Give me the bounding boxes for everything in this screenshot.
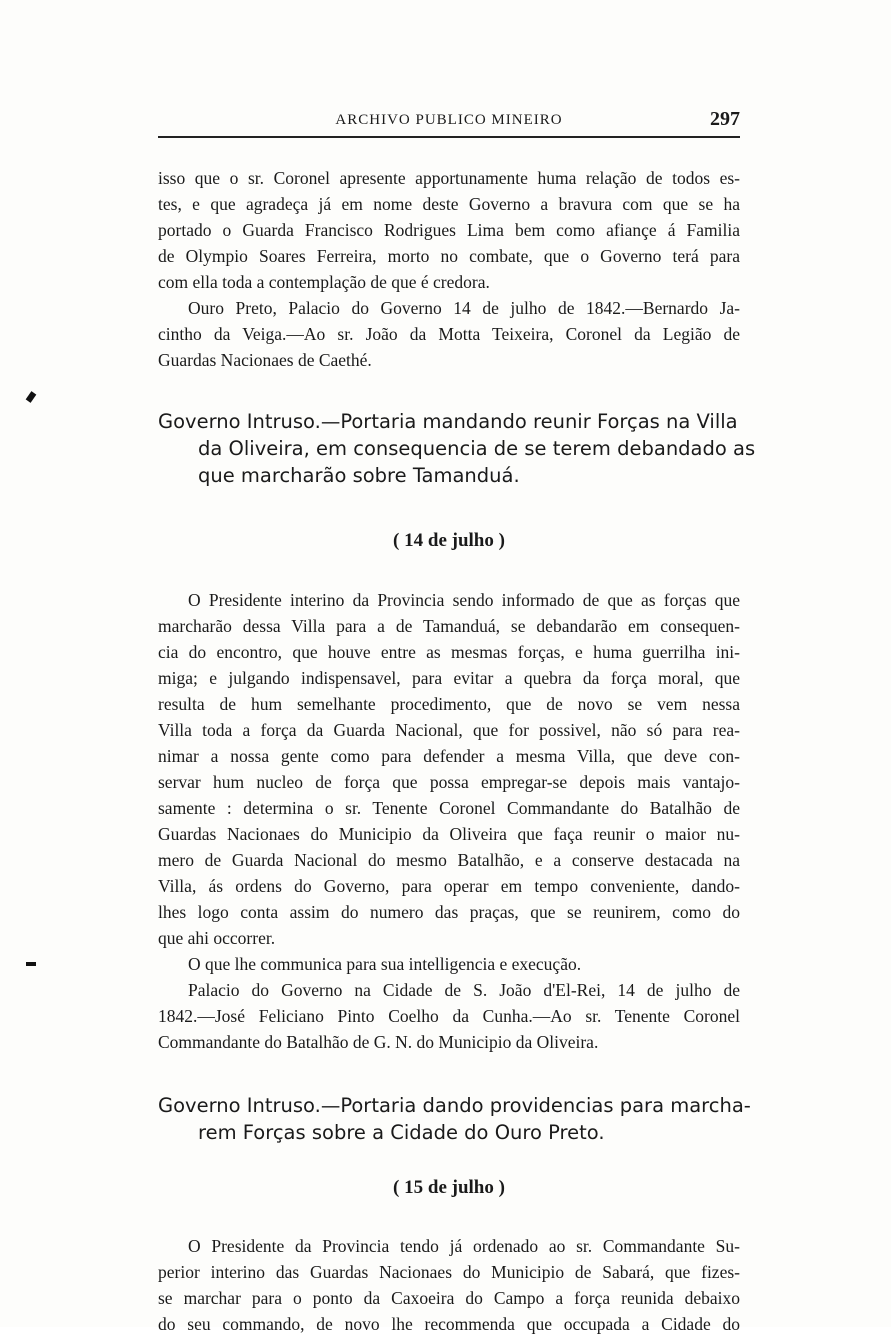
text-line: Ouro Preto, Palacio do Governo 14 de julho de 1842.—Bernardo Ja- <box>188 298 740 318</box>
text-line: Guardas Nacionaes do Municipio da Oliveira que faça reunir o maior nu- <box>158 824 740 844</box>
text-line: marcharão dessa Villa para a de Tamanduá, se debandarão em consequen- <box>158 616 740 636</box>
text-line: isso que o sr. Coronel apresente apportunamente huma relação de todos es- <box>158 168 740 188</box>
margin-mark <box>26 962 36 966</box>
text-line: mero de Guarda Nacional do mesmo Batalhão, e a conserve destacada na <box>158 850 740 870</box>
paragraph-continuation <box>158 165 740 295</box>
text-line: Palacio do Governo na Cidade de S. João d'El-Rei, 14 de julho de <box>188 980 740 1000</box>
text-line: Villa toda a força da Guarda Nacional, que for possivel, não só para rea- <box>158 720 740 740</box>
text-line: 1842.—José Feliciano Pinto Coelho da Cunha.—Ao sr. Tenente Coronel <box>158 1006 740 1026</box>
text-line: samente : determina o sr. Tenente Coronel Commandante do Batalhão de <box>158 798 740 818</box>
text-line: cia do encontro, que houve entre as mesmas forças, e huma guerrilha ini- <box>158 642 740 662</box>
paragraph-portaria-2 <box>158 1233 740 1337</box>
section-date-1: ( 14 de julho ) <box>393 530 505 551</box>
text-line: portado o Guarda Francisco Rodrigues Lima bem como afiançe á Familia <box>158 220 740 240</box>
paragraph-portaria-1 <box>158 587 740 951</box>
text-line: O Presidente interino da Provincia sendo informado de que as forças que <box>188 590 740 610</box>
text-line: O que lhe communica para sua intelligencia e execução. <box>188 954 582 974</box>
text-line: perior interino das Guardas Nacionaes do Municipio de Sabará, que fizes- <box>158 1262 740 1282</box>
section-heading-1 <box>158 408 756 489</box>
text-line: O Presidente da Provincia tendo já ordenado ao sr. Commandante Su- <box>188 1236 740 1256</box>
section-date-2: ( 15 de julho ) <box>393 1177 505 1198</box>
text-line: resulta de hum semelhante procedimento, que de novo se vem nessa <box>158 694 740 714</box>
text-line: Villa, ás ordens do Governo, para operar em tempo conveniente, dando- <box>158 876 740 896</box>
signature-paragraph-1 <box>158 295 740 373</box>
signature-paragraph-2 <box>158 977 740 1055</box>
text-line: com ella toda a contemplação de que é credora. <box>158 272 490 292</box>
text-line: do seu commando, de novo lhe recommenda que occupada a Cidade do <box>158 1314 740 1334</box>
heading-line: Governo Intruso.—Portaria mandando reunir Forças na Villa <box>158 410 738 433</box>
text-line: se marchar para o ponto da Caxoeira do Campo a força reunida debaixo <box>158 1288 740 1308</box>
page-number: 297 <box>710 108 740 130</box>
text-line: miga; e julgando indispensavel, para evitar a quebra da força moral, que <box>158 668 740 688</box>
text-line: tes, e que agradeça já em nome deste Governo a bravura com que se ha <box>158 194 740 214</box>
margin-mark <box>26 391 37 403</box>
header-title: ARCHIVO PUBLICO MINEIRO <box>335 112 563 128</box>
text-line: nimar a nossa gente como para defender a mesma Villa, que deve con- <box>158 746 740 766</box>
text-line: de Olympio Soares Ferreira, morto no combate, que o Governo terá para <box>158 246 740 266</box>
heading-line: da Oliveira, em consequencia de se terem debandado as <box>198 437 756 460</box>
text-line: que ahi occorrer. <box>158 928 276 948</box>
heading-line: Governo Intruso.—Portaria dando providencias para marcha- <box>158 1094 751 1117</box>
text-line: Guardas Nacionaes de Caethé. <box>158 350 372 370</box>
heading-line: que marcharão sobre Tamanduá. <box>198 464 520 487</box>
section-heading-2 <box>158 1092 751 1146</box>
text-line: lhes logo conta assim do numero das praças, que se reunirem, como do <box>158 902 740 922</box>
running-header <box>158 108 740 136</box>
text-line: servar hum nucleo de força que possa empregar-se depois mais vantajo- <box>158 772 740 792</box>
text-line: cintho da Veiga.—Ao sr. João da Motta Teixeira, Coronel da Legião de <box>158 324 740 344</box>
header-rule <box>158 136 740 138</box>
heading-line: rem Forças sobre a Cidade do Ouro Preto. <box>198 1121 605 1144</box>
communica-paragraph <box>158 951 740 977</box>
text-line: Commandante do Batalhão de G. N. do Municipio da Oliveira. <box>158 1032 599 1052</box>
